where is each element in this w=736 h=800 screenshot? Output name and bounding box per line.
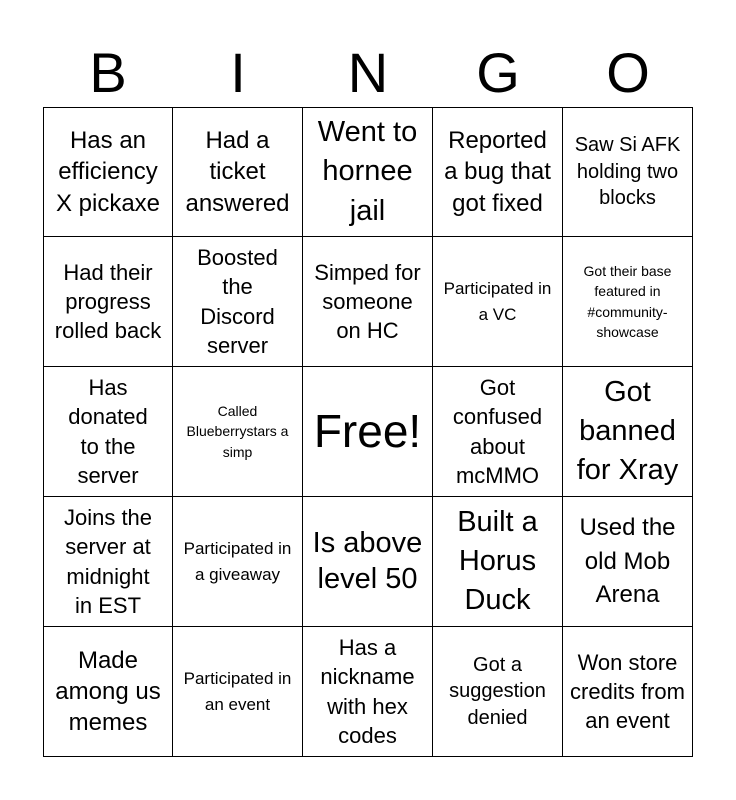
cell-text: Had a ticket answered <box>185 127 290 217</box>
cell-text: Got their base featured in #community-showcase <box>583 262 672 340</box>
cell-text: Simped for someone on HC <box>314 259 421 344</box>
bingo-cell-r3-c2[interactable] <box>173 367 303 497</box>
bingo-cell-r4-c5[interactable] <box>563 497 693 627</box>
bingo-cell-r5-c3[interactable] <box>303 627 433 757</box>
bingo-cell-r4-c2[interactable] <box>173 497 303 627</box>
cell-text: Got a suggestion denied <box>449 653 546 729</box>
cell-text: Won store credits from an event <box>570 649 685 734</box>
bingo-cell-r1-c4[interactable] <box>433 107 563 237</box>
bingo-header <box>43 40 693 106</box>
bingo-cell-r2-c1[interactable] <box>43 237 173 367</box>
header-letter-b: B <box>89 41 127 104</box>
cell-text: Has an efficiency X pickaxe <box>55 127 161 217</box>
header-letter-o: O <box>606 41 650 104</box>
bingo-cell-r2-c4[interactable] <box>433 237 563 367</box>
bingo-cell-r4-c3[interactable] <box>303 497 433 627</box>
bingo-cell-r5-c4[interactable] <box>433 627 563 757</box>
bingo-cell-r2-c2[interactable] <box>173 237 303 367</box>
bingo-cell-r4-c1[interactable] <box>43 497 173 627</box>
bingo-cell-r3-c4[interactable] <box>433 367 563 497</box>
cell-text: Reported a bug that got fixed <box>444 127 551 217</box>
cell-text: Is above level 50 <box>312 527 423 595</box>
cell-text: Called Blueberrystars a simp <box>186 403 289 460</box>
bingo-cell-r1-c1[interactable] <box>43 107 173 237</box>
cell-text: Went to hornee jail <box>317 116 418 227</box>
cell-text: Boosted the Discord server <box>197 245 278 358</box>
bingo-cell-r3-c1[interactable] <box>43 367 173 497</box>
cell-text: Made among us memes <box>55 646 161 737</box>
bingo-cell-r5-c2[interactable] <box>173 627 303 757</box>
cell-text: Got confused about mcMMO <box>452 375 543 488</box>
header-letter-i: I <box>230 41 246 104</box>
bingo-cell-r2-c3[interactable] <box>303 237 433 367</box>
bingo-cell-r2-c5[interactable] <box>563 237 693 367</box>
bingo-cell-r5-c5[interactable] <box>563 627 693 757</box>
cell-text: Joins the server at midnight in EST <box>63 505 153 618</box>
header-letter-n: N <box>347 41 389 104</box>
bingo-cell-r1-c2[interactable] <box>173 107 303 237</box>
cell-text: Had their progress rolled back <box>54 259 162 344</box>
bingo-cell-r3-c5[interactable] <box>563 367 693 497</box>
cell-text: Has donated to the server <box>68 375 148 488</box>
bingo-board <box>43 107 693 757</box>
bingo-cell-r1-c3[interactable] <box>303 107 433 237</box>
cell-text: Participated in a VC <box>443 279 552 324</box>
bingo-cell-r4-c4[interactable] <box>433 497 563 627</box>
cell-text: Has a nickname with hex codes <box>320 635 415 748</box>
header-letter-g: G <box>476 41 520 104</box>
bingo-cell-r5-c1[interactable] <box>43 627 173 757</box>
bingo-cell-r1-c5[interactable] <box>563 107 693 237</box>
cell-text: Got banned for Xray <box>576 375 679 487</box>
cell-text: Participated in a giveaway <box>183 539 292 584</box>
cell-text: Participated in an event <box>183 669 292 714</box>
cell-text: Used the old Mob Arena <box>579 514 676 609</box>
cell-text: Saw Si AFK holding two blocks <box>574 134 681 210</box>
cell-text: Free! <box>313 405 422 458</box>
cell-text: Built a Horus Duck <box>457 505 538 617</box>
bingo-cell-r3-c3-free[interactable] <box>303 367 433 497</box>
